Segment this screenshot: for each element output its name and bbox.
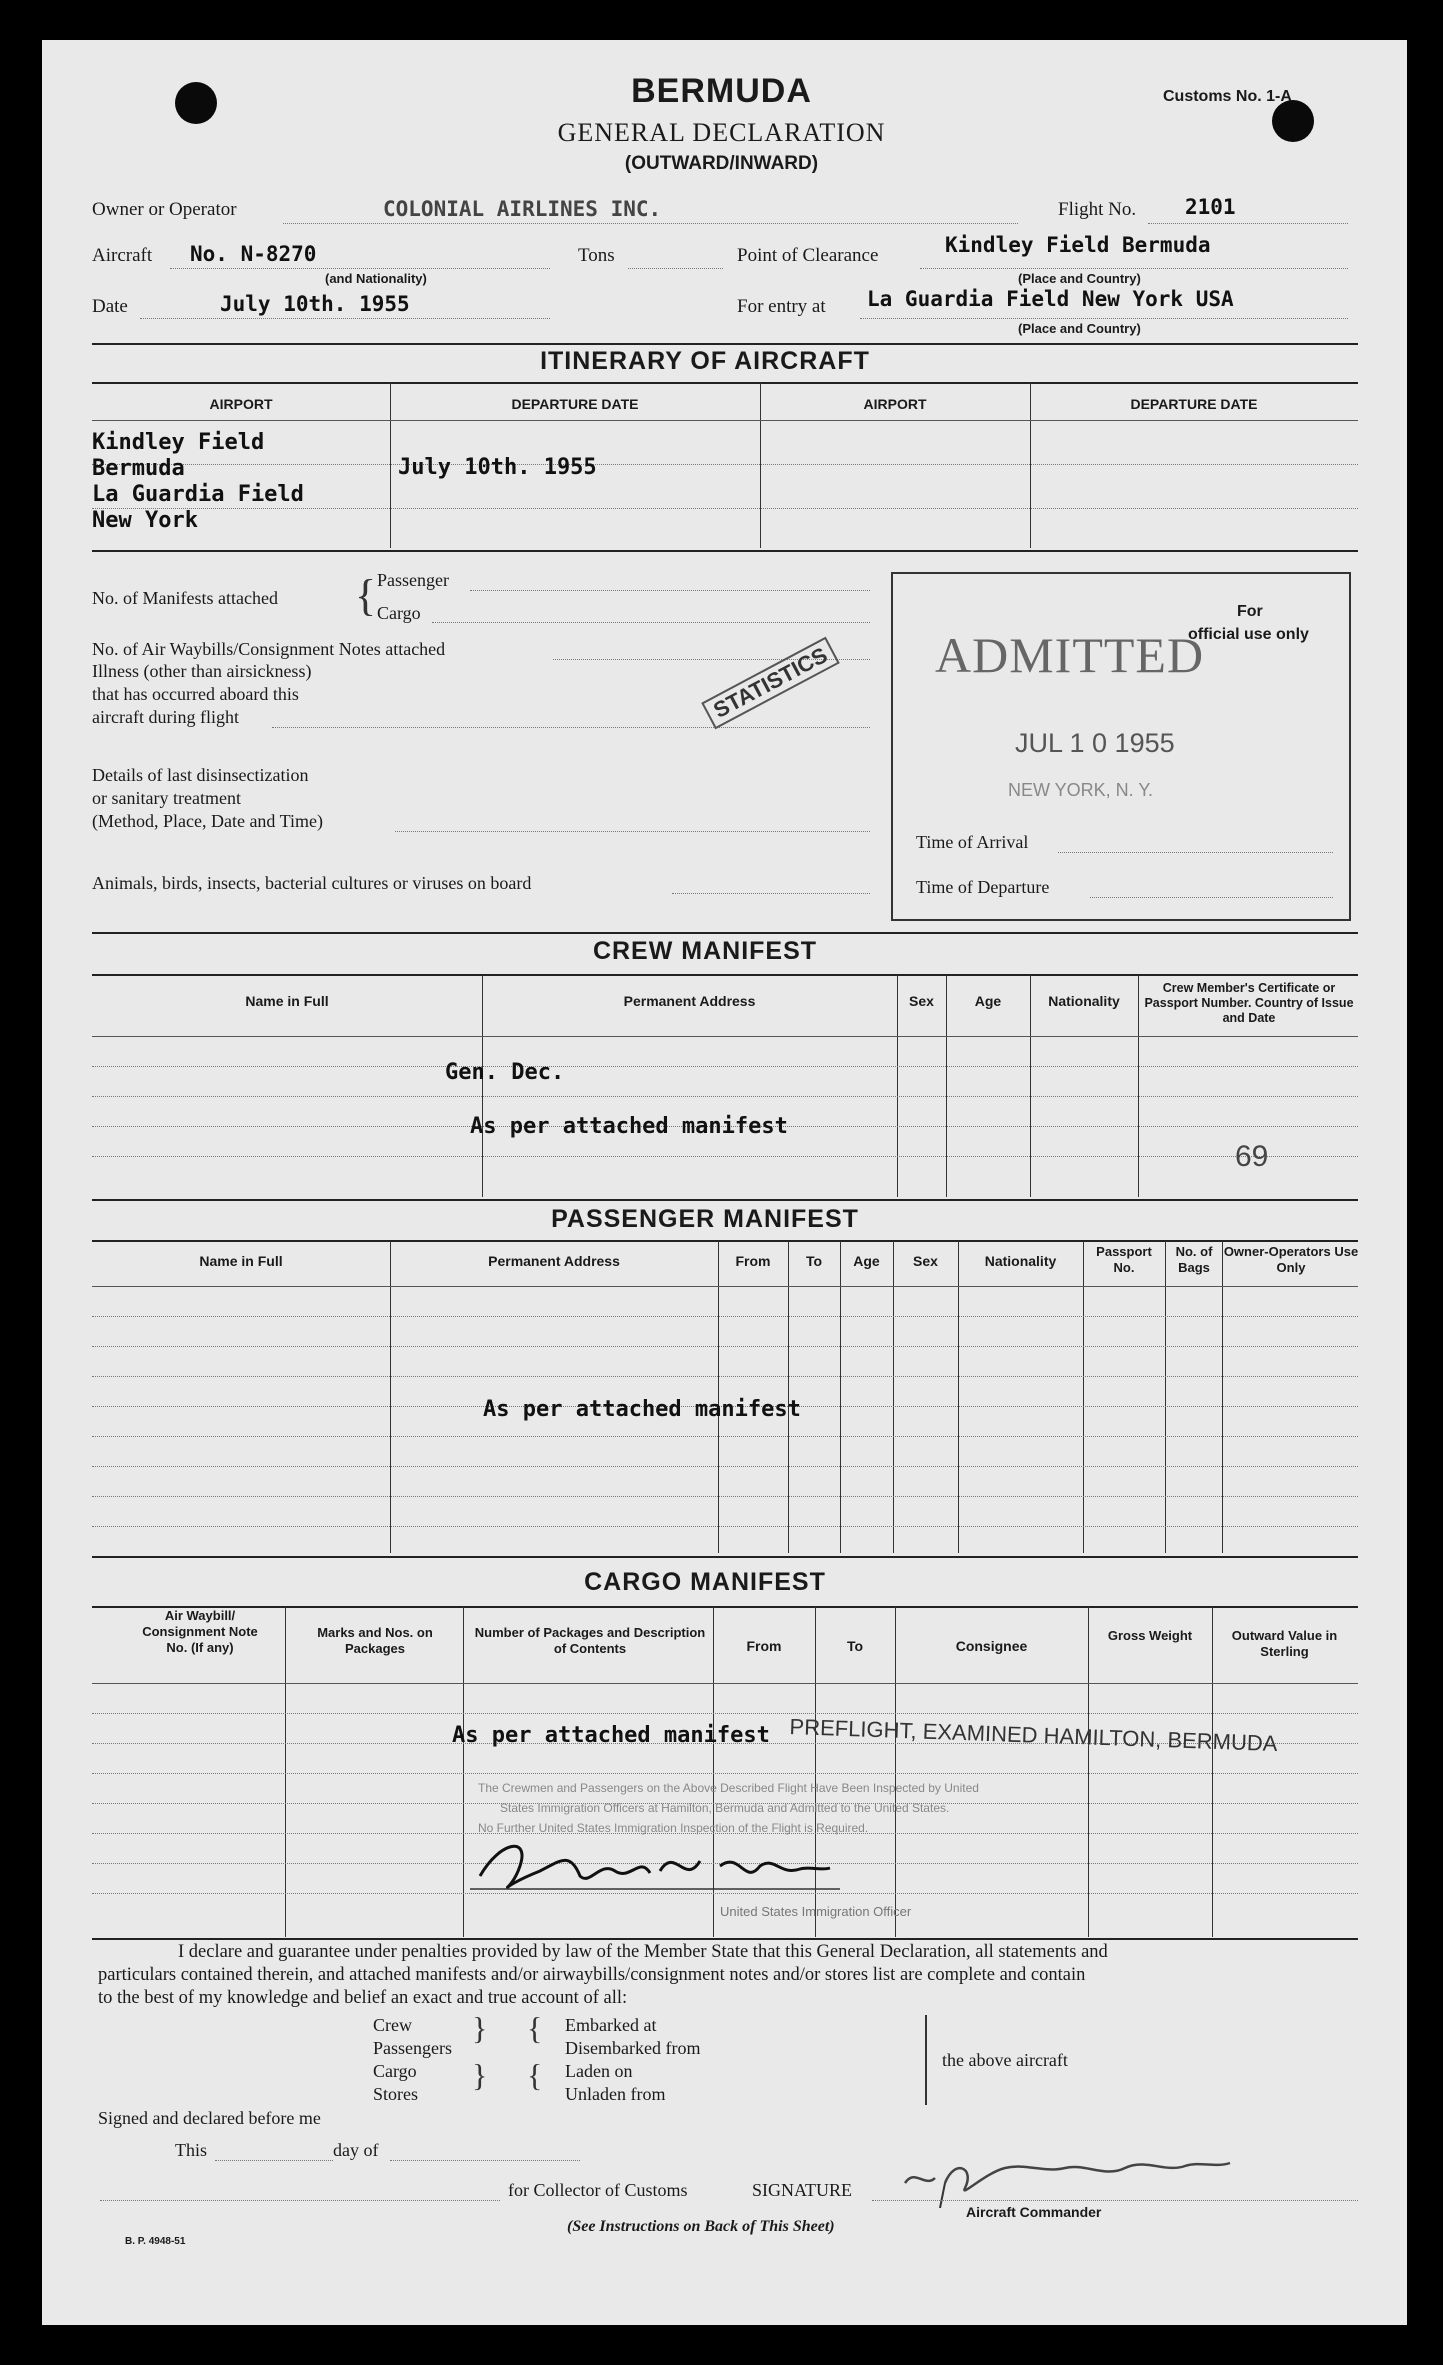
itinerary-col-airport-2: AIRPORT: [863, 396, 927, 412]
owner-value: COLONIAL AIRLINES INC.: [383, 197, 662, 221]
commander-signature: [895, 2138, 1245, 2208]
declaration-right-item: Disembarked from: [565, 2038, 701, 2058]
itinerary-airport-line: La Guardia Field: [92, 482, 304, 507]
passenger-col-to: To: [805, 1253, 823, 1269]
doc-subtitle: GENERAL DECLARATION: [557, 118, 886, 147]
cargo-col-from: From: [746, 1638, 782, 1654]
itinerary-title: ITINERARY OF AIRCRAFT: [540, 347, 870, 375]
passenger-col-age: Age: [853, 1253, 880, 1269]
declaration-right-item: Embarked at: [565, 2015, 657, 2035]
passenger-col-name: Name in Full: [199, 1253, 283, 1269]
passenger-col-from: From: [735, 1253, 771, 1269]
itinerary-airport-line: Bermuda: [92, 456, 185, 481]
commander-caption: Aircraft Commander: [966, 2204, 1102, 2220]
passenger-title: PASSENGER MANIFEST: [551, 1205, 859, 1233]
cargo-col-packages: Number of Packages and Description of Contents: [474, 1625, 706, 1656]
signature-label: SIGNATURE: [752, 2180, 853, 2200]
passenger-col-address: Permanent Address: [488, 1253, 620, 1269]
this-label: This: [175, 2140, 208, 2160]
crew-title: CREW MANIFEST: [592, 937, 818, 965]
day-of-label: day of: [333, 2140, 379, 2160]
date-value: July 10th. 1955: [220, 292, 410, 316]
entry-place-note: (Place and Country): [1018, 321, 1141, 336]
passenger-col-bags: No. of Bags: [1175, 1244, 1213, 1275]
crew-col-certificate: Crew Member's Certificate or Passport Number. Country of Issue and Date: [1144, 981, 1354, 1025]
itinerary-col-departure-1: DEPARTURE DATE: [511, 396, 639, 412]
itinerary-departure-date: July 10th. 1955: [398, 455, 597, 480]
passenger-entry: As per attached manifest: [483, 1397, 801, 1422]
stamp-text: No Further United States Immigration Inspection of the Flight is Required.: [478, 1821, 869, 1835]
passenger-col-sex: Sex: [913, 1253, 938, 1269]
cargo-col-waybill: Air Waybill/ Consignment Note No. (If any): [142, 1608, 258, 1655]
flight-label: Flight No.: [1058, 199, 1137, 220]
clearance-place-note: (Place and Country): [1018, 271, 1141, 286]
clearance-value: Kindley Field Bermuda: [945, 233, 1211, 257]
crew-col-name: Name in Full: [245, 993, 329, 1009]
entry-value: La Guardia Field New York USA: [867, 287, 1234, 311]
declaration-left-item: Crew: [373, 2015, 412, 2035]
declaration-left-item: Cargo: [373, 2061, 417, 2081]
admitted-stamp: ADMITTED: [935, 627, 1205, 683]
immigration-signature: [460, 1831, 860, 1901]
illness-label: aircraft during flight: [92, 707, 239, 727]
signed-before-label: Signed and declared before me: [98, 2108, 321, 2128]
declaration-text: particulars contained therein, and attached manifests and/or airwaybills/consignment notes and/or stores list are complete and contain: [98, 1965, 1086, 1985]
crew-col-age: Age: [974, 993, 1002, 1009]
crew-col-sex: Sex: [909, 993, 934, 1009]
doc-direction: (OUTWARD/INWARD): [624, 153, 819, 174]
passenger-label: Passenger: [377, 570, 449, 590]
declaration-right-item: Unladen from: [565, 2084, 666, 2104]
collector-label: for Collector of Customs: [508, 2180, 688, 2200]
itinerary-col-departure-2: DEPARTURE DATE: [1130, 396, 1258, 412]
above-aircraft-label: the above aircraft: [942, 2050, 1068, 2070]
brace: {: [355, 571, 377, 620]
crew-col-address: Permanent Address: [623, 993, 756, 1009]
illness-label: Illness (other than airsickness): [92, 661, 312, 681]
stamp-text: States Immigration Officers at Hamilton, Bermuda and Admitted to the United States.: [500, 1801, 950, 1815]
admitted-date: JUL 1 0 1955: [1015, 728, 1175, 758]
cargo-col-to: To: [846, 1638, 864, 1654]
animals-label: Animals, birds, insects, bacterial cultures or viruses on board: [92, 873, 532, 893]
illness-label: that has occurred aboard this: [92, 684, 299, 704]
preflight-stamp: PREFLIGHT, EXAMINED HAMILTON, BERMUDA: [789, 1714, 1278, 1757]
crew-entry: Gen. Dec.: [445, 1060, 565, 1085]
doc-title: BERMUDA: [631, 72, 812, 110]
aircraft-value: No. N-8270: [190, 242, 317, 266]
cargo-col-weight: Gross Weight: [1107, 1628, 1193, 1643]
itinerary-col-airport-1: AIRPORT: [209, 396, 273, 412]
date-label: Date: [92, 296, 128, 317]
official-use-label: official use only: [1188, 626, 1309, 643]
tons-label: Tons: [578, 245, 615, 266]
form-number: B. P. 4948-51: [125, 2236, 186, 2247]
aircraft-note: (and Nationality): [325, 271, 427, 286]
immigration-stamp: [470, 1776, 1170, 1926]
instructions-note: (See Instructions on Back of This Sheet): [567, 2218, 835, 2235]
itinerary-airport-line: New York: [92, 508, 198, 533]
passenger-col-passport: Passport No.: [1096, 1244, 1152, 1275]
waybills-label: No. of Air Waybills/Consignment Notes attached: [92, 639, 446, 659]
declaration-left-item: Passengers: [373, 2038, 452, 2058]
time-departure-label: Time of Departure: [916, 877, 1050, 897]
admitted-place: NEW YORK, N. Y.: [1008, 780, 1154, 800]
stamp-text: The Crewmen and Passengers on the Above Described Flight Have Been Inspected by United: [478, 1781, 979, 1795]
itinerary-airport-line: Kindley Field: [92, 430, 265, 455]
declaration-right-item: Laden on: [565, 2061, 633, 2081]
disinsect-label: Details of last disinsectization: [92, 765, 309, 785]
crew-number: 69: [1235, 1140, 1269, 1173]
clearance-label: Point of Clearance: [737, 245, 879, 266]
passenger-col-nationality: Nationality: [984, 1253, 1057, 1269]
customs-number: Customs No. 1-A: [1163, 88, 1292, 105]
declaration-text: to the best of my knowledge and belief an exact and true account of all:: [98, 1988, 628, 2008]
passenger-col-owner: Owner-Operators Use Only: [1223, 1244, 1359, 1275]
entry-label: For entry at: [737, 296, 826, 317]
declaration-text: I declare and guarantee under penalties provided by law of the Member State that this General Declaration, all statements and: [178, 1942, 1108, 1962]
manifests-label: No. of Manifests attached: [92, 588, 278, 608]
time-arrival-label: Time of Arrival: [916, 832, 1029, 852]
owner-label: Owner or Operator: [92, 199, 237, 220]
cargo-title: CARGO MANIFEST: [584, 1568, 826, 1596]
statistics-stamp: STATISTICS: [701, 637, 840, 730]
cargo-label: Cargo: [377, 603, 421, 623]
crew-col-nationality: Nationality: [1048, 993, 1120, 1009]
flight-value: 2101: [1185, 195, 1236, 219]
cargo-col-consignee: Consignee: [955, 1638, 1028, 1654]
cargo-col-marks: Marks and Nos. on Packages: [317, 1625, 433, 1656]
aircraft-label: Aircraft: [92, 245, 153, 266]
cargo-col-value: Outward Value in Sterling: [1231, 1628, 1338, 1659]
official-use-label: For: [1237, 603, 1263, 620]
crew-entry: As per attached manifest: [470, 1114, 788, 1139]
disinsect-label: (Method, Place, Date and Time): [92, 811, 323, 831]
officer-caption: United States Immigration Officer: [720, 1904, 912, 1919]
declaration-left-item: Stores: [373, 2084, 418, 2104]
disinsect-label: or sanitary treatment: [92, 788, 241, 808]
cargo-entry: As per attached manifest: [452, 1723, 770, 1748]
